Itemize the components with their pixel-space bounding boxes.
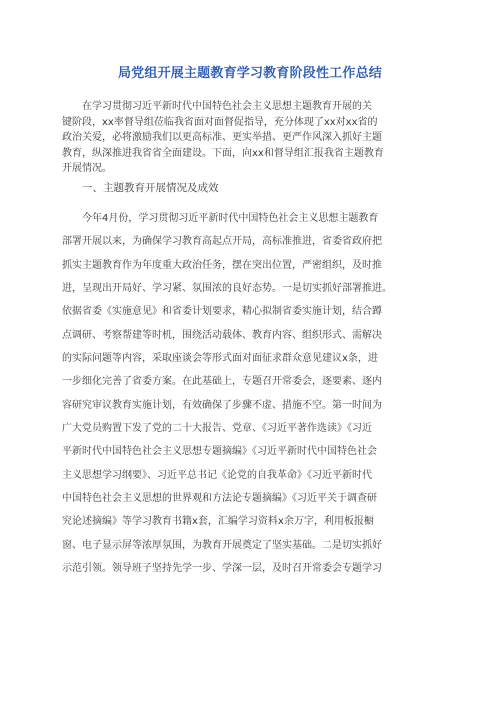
text-line: 主义思想学习纲要》、习近平总书记《论党的自我革命》《习近平新时代 (62, 469, 372, 481)
text-line: 究论述摘编》等学习教育书籍x套，汇编学习资料x余万字，利用板报橱 (62, 516, 374, 528)
text-line: 在学习贯彻习近平新时代中国特色社会主义思想主题教育开展的关 (82, 101, 372, 112)
intro-paragraph (62, 99, 442, 177)
text-line: 进，呈现出开局好、学习紧、氛围浓的良好态势。一是切实抓好部署推进。 (62, 283, 392, 295)
text-line: 一步细化完善了省委方案。在此基础上，专题召开常委会，逐要素、逐内 (62, 376, 382, 388)
body-paragraph (62, 207, 442, 581)
text-line: 教育，纵深推进我省省全面建设。下面，向xx和督导组汇报我省主题教育 (62, 147, 384, 159)
text-line: 的实际问题等内容，采取座谈会等形式面对面征求群众意见建议x条，进 (62, 353, 378, 365)
text-line: 抓实主题教育作为年度重大政治任务，摆在突出位置，严密组织，及时推 (62, 259, 382, 271)
text-line: 广大党员购置下发了党的二十大报告、党章、《习近平著作选读》《习近 (62, 423, 372, 435)
text-line: 部署开展以来，为确保学习教育高起点开局，高标准推进，省委省政府把 (62, 236, 382, 248)
text-line: 点调研、考察帮建等时机，围绕活动载体、教育内容、组织形式、需解决 (62, 329, 382, 341)
text-line: 政治关爱，必将激励我们以更高标准、更实举措、更严作风深入抓好主题 (62, 132, 382, 144)
text-line: 开展情况。 (62, 163, 112, 175)
text-line: 容研究审议教育实施计划，有效确保了步骤不虚、措施不空。第一时间为 (62, 399, 382, 411)
text-line: 键阶段，xx率督导组莅临我省面对面督促指导，充分体现了xx对xx省的 (62, 116, 378, 128)
text-line: 窗、电子显示屏等浓厚氛围，为教育开展奠定了坚实基础。二是切实抓好 (62, 539, 382, 551)
text-line: 依据省委《实施意见》和省委计划要求，精心拟制省委实施计划，结合蹲 (62, 306, 382, 318)
text-line: 示范引领。领导班子坚持先学一步、学深一层，及时召开常委会专题学习 (62, 563, 382, 575)
text-line: 中国特色社会主义思想的世界观和方法论专题摘编》《习近平关于调查研 (62, 493, 377, 505)
text-line: 平新时代中国特色社会主义思想专题摘编》《习近平新时代中国特色社会 (62, 446, 377, 458)
document-title: 局党组开展主题教育学习教育阶段性工作总结 (117, 66, 382, 81)
text-line: 今年4月份，学习贯彻习近平新时代中国特色社会主义思想主题教育 (82, 213, 379, 224)
section-heading: 一、主题教育开展情况及成效 (82, 182, 219, 194)
